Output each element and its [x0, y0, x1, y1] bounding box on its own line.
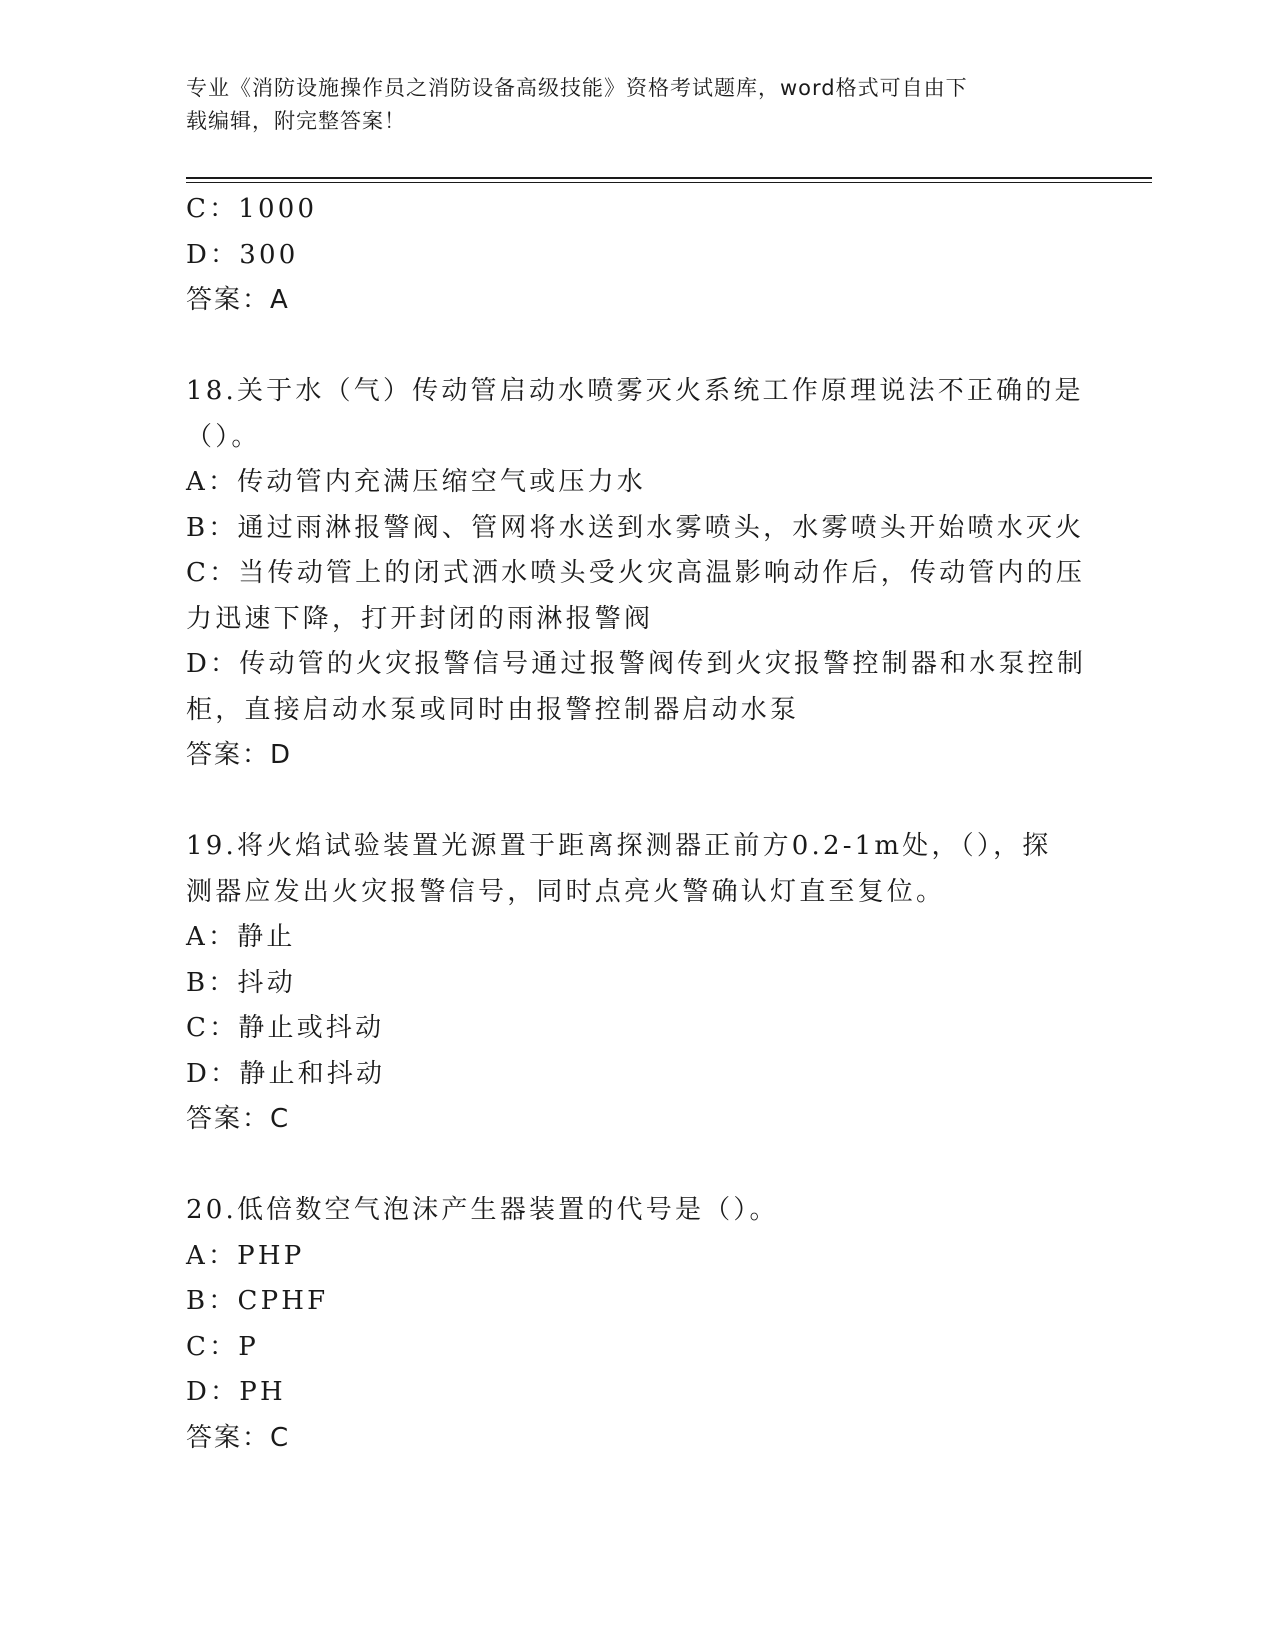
question-20: [186, 1188, 1086, 1461]
question-stem: 19.将火焰试验装置光源置于距离探测器正前方0.2-1m处，（），探: [186, 831, 1052, 861]
answer-line: 答案：A: [186, 285, 290, 315]
question-stem: 20.低倍数空气泡沫产生器装置的代号是（）。: [186, 1195, 779, 1225]
answer-line: 答案：C: [186, 1422, 291, 1453]
spacer: [186, 779, 1086, 825]
question-17-tail: [186, 187, 1086, 324]
answer-line: 答案：C: [186, 1104, 291, 1134]
option-a: A：传动管内充满压缩空气或压力水: [186, 467, 646, 497]
option-c: C：P: [186, 1331, 259, 1362]
question-19: [186, 824, 1086, 1143]
option-d: D：静止和抖动: [186, 1058, 386, 1089]
option-b: B：通过雨淋报警阀、管网将水送到水雾喷头，水雾喷头开始喷水灭火: [186, 512, 1085, 543]
option-b: B：抖动: [186, 967, 296, 998]
option-c-cont: 力迅速下降，打开封闭的雨淋报警阀: [186, 603, 654, 634]
option-c: C：1000: [186, 194, 318, 224]
answer-line: 答案：D: [186, 740, 293, 770]
option-d-cont: 柜，直接启动水泵或同时由报警控制器启动水泵: [186, 694, 800, 725]
header-divider-thick: [186, 177, 1152, 179]
question-stem-cont: （）。: [186, 421, 261, 452]
option-b: B：CPHF: [186, 1286, 329, 1316]
option-d: D：传动管的火灾报警信号通过报警阀传到火灾报警控制器和水泵控制: [186, 649, 1087, 679]
option-a: A：静止: [186, 922, 296, 952]
header-line-1: 专业《消防设施操作员之消防设备高级技能》资格考试题库，word格式可自由下: [186, 76, 968, 100]
spacer: [186, 324, 1086, 370]
question-stem-cont: 测器应发出火灾报警信号，同时点亮火警确认灯直至复位。: [186, 876, 946, 907]
question-18: [186, 369, 1086, 779]
option-d: D：PH: [186, 1377, 286, 1407]
header-line-2: 载编辑，附完整答案！: [186, 109, 406, 133]
option-c: C：当传动管上的闭式洒水喷头受火灾高温影响动作后，传动管内的压: [186, 558, 1086, 588]
question-stem: 18.关于水（气）传动管启动水喷雾灭火系统工作原理说法不正确的是: [186, 376, 1084, 406]
spacer: [186, 1143, 1086, 1189]
header-divider-thin: [186, 182, 1152, 183]
question-list: [186, 187, 1086, 1461]
option-a: A：PHP: [186, 1240, 305, 1271]
page-header: [186, 72, 1066, 138]
option-c: C：静止或抖动: [186, 1013, 385, 1043]
option-d: D：300: [186, 239, 299, 270]
